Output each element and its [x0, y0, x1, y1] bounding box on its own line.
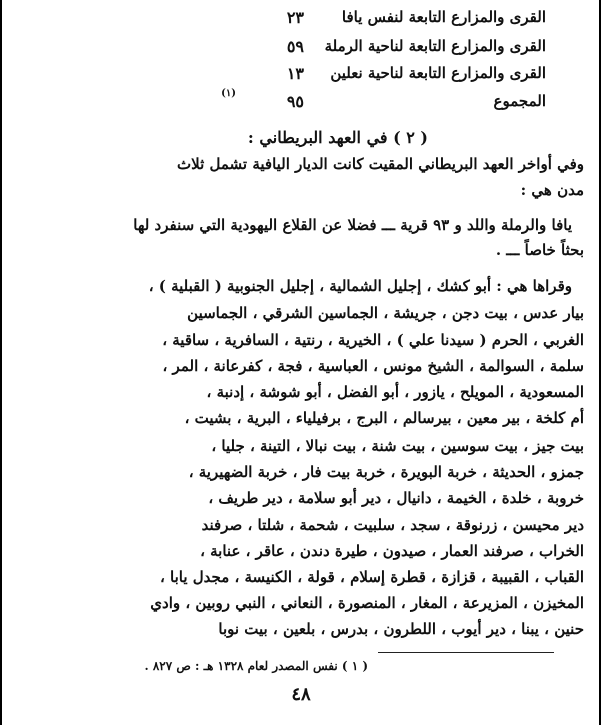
stat-total-value: ٩٥ [286, 92, 304, 111]
stat-value: ٥٩ [286, 37, 304, 56]
paragraph-line: المسعودية ، المويلح ، يازور ، أبو الفضل ، أبو شوشة ، إدنبة ، [206, 383, 584, 401]
paragraph-line: بيار عدس ، بيت دجن ، جريشة ، الجماسين الشرقي ، الجماسين [187, 304, 584, 322]
paragraph-line: دير محيسن ، زرنوقة ، سجد ، سلبيت ، شحمة ، شلتا ، صرفند [201, 516, 584, 534]
paragraph-line: مدن هي : [520, 181, 584, 199]
paragraph-line: يافا والرملة واللد و ٩٣ قرية ـــ فضلا عن القلاع اليهودية التي سنفرد لها [133, 216, 572, 234]
stat-value: ١٣ [286, 64, 304, 83]
paragraph-line: سلمة ، السوالمة ، الشيخ مونس ، العباسية ، فجة ، كفرعانة ، المر ، [162, 357, 584, 375]
paragraph-line: جمزو ، الحديثة ، خربة البويرة ، خربة بيت فار ، خربة الضهيرية ، [188, 463, 584, 481]
book-page [12, 0, 590, 725]
stat-label: القرى والمزارع التابعة لناحية الرملة [324, 37, 546, 55]
paragraph-line: أم كلخة ، بير معين ، بيرسالم ، البرج ، برفيلياء ، البرية ، بشيت ، [184, 409, 584, 427]
paragraph-line: وفي أواخر العهد البريطاني المقيت كانت الديار اليافية تشمل ثلاث [177, 155, 584, 173]
paragraph-line: الغربي ، الحرم ( سيدنا علي ) ، الخيرية ، رنتية ، السافرية ، ساقية ، [162, 331, 584, 349]
paragraph-line: بحثاً خاصاً ـــ . [495, 241, 584, 259]
paragraph-line: المخيزن ، المزيرعة ، المغار ، المنصورة ، النعاني ، النبي روبين ، وادي [150, 594, 584, 612]
stat-label: القرى والمزارع التابعة لنفس يافا [341, 8, 546, 26]
paragraph-line: حنين ، يبنا ، دير أيوب ، اللطرون ، بدرس ، بلعين ، بيت نوبا [218, 620, 584, 638]
paragraph-line: القباب ، القبيبة ، قزازة ، قطرة إسلام ، قولة ، الكنيسة ، مجدل يابا ، [159, 568, 584, 586]
page-border-left [0, 0, 2, 725]
stat-row [206, 64, 546, 88]
paragraph-line: وقراها هي : أبو كشك ، إجليل الشمالية ، إجليل الجنوبية ( القبلية ) ، [148, 277, 572, 295]
paragraph-line: الخراب ، صرفند العمار ، صيدون ، طيرة دندن ، عاقر ، عنابة ، [200, 542, 584, 560]
page-number: ٤٨ [291, 684, 311, 705]
paragraph-line: خروبة ، خلدة ، الخيمة ، دانيال ، دير أبو سلامة ، دير طريف ، [208, 489, 584, 507]
stat-row [206, 37, 546, 61]
section-heading: ( ٢ ) في العهد البريطاني : [247, 128, 428, 147]
stat-row [206, 8, 546, 32]
stat-label: القرى والمزارع التابعة لناحية نعلين [330, 64, 546, 82]
footnote-marker: (١) [221, 88, 236, 99]
footnote-rule [378, 652, 554, 653]
paragraph-line: بيت جيز ، بيت سوسين ، بيت شنة ، بيت نبالا ، التينة ، جليا ، [211, 437, 584, 455]
footnote: ( ١ ) نفس المصدر لعام ١٣٢٨ هـ : ص ٨٢٧ . [144, 659, 368, 673]
stat-total-label: المجموع [493, 92, 546, 110]
stat-total-row [206, 88, 546, 116]
stat-value: ٢٣ [286, 8, 304, 27]
